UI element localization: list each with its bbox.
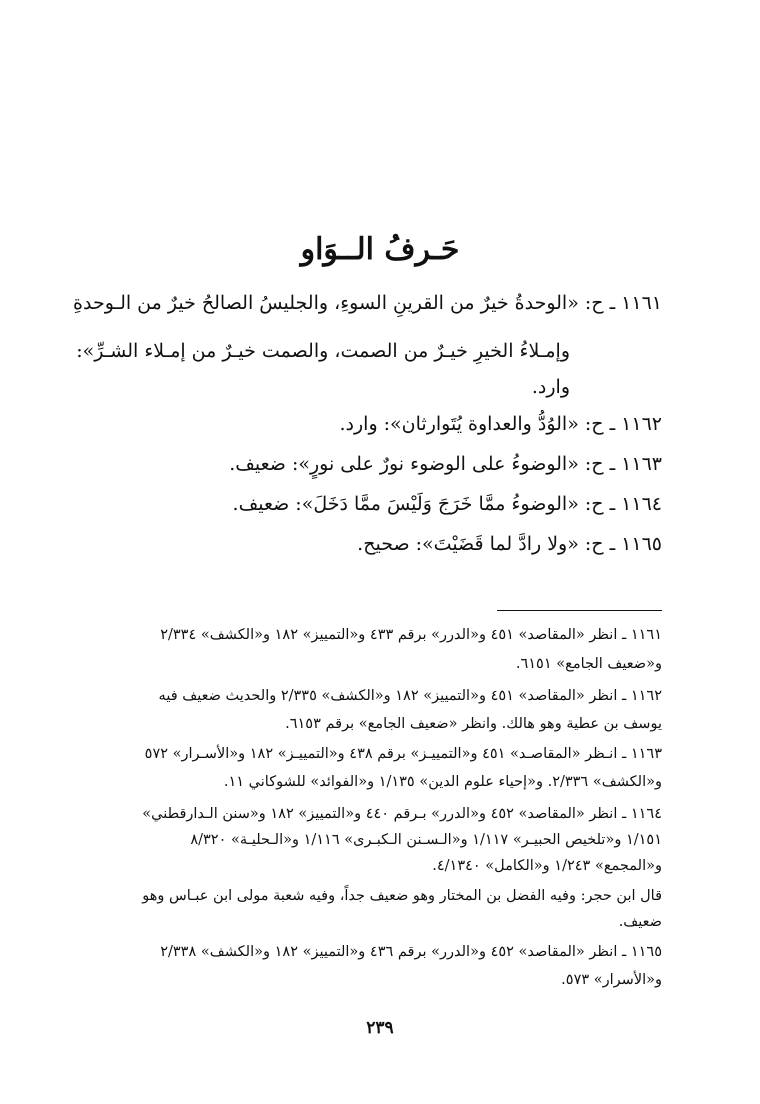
entry-1164	[233, 493, 662, 515]
entry-1165	[357, 533, 662, 555]
entry-prefix: ـ ح:	[584, 453, 616, 475]
section-heading: حَـرفُ الــوَاو	[300, 232, 460, 267]
footnote-1161-line1: ١١٦١ ـ انظر «المقاصد» ٤٥١ و«الدرر» برقم ٤٣٣ و«التمييز» ١٨٢ و«الكشف» ٢/٣٣٤	[160, 627, 662, 643]
footnote-separator	[497, 610, 662, 611]
footnote-1165-line2: و«الأسرار» ٥٧٣.	[561, 972, 662, 988]
entry-prefix: ـ ح:	[584, 493, 616, 515]
footnote-1164-note-line1: قال ابن حجر: وفيه الفضل بن المختار وهو ضعيف جداً، وفيه شعبة مولى ابن عبـاس وهو	[142, 888, 662, 904]
footnote-1164-line1: ١١٦٤ ـ انظر «المقاصد» ٤٥٢ و«الدرر» بـرقم ٤٤٠ و«التمييز» ١٨٢ و«سنن الـدارقطني»	[142, 806, 662, 822]
entry-text: «ولا رادَّ لما قَضَيْتَ»: صحيح.	[357, 533, 579, 555]
entry-number: ١١٦٣	[621, 453, 662, 475]
page-number: ٢٣٩	[366, 1018, 394, 1038]
entry-number: ١١٦٥	[621, 533, 662, 555]
entry-text: «الوضوءُ على الوضوء نورٌ على نورٍ»: ضعيف.	[229, 453, 579, 475]
footnote-1165-line1: ١١٦٥ ـ انظر «المقاصد» ٤٥٢ و«الدرر» برقم ٤٣٦ و«التمييز» ١٨٢ و«الكشف» ٢/٣٣٨	[160, 944, 662, 960]
footnote-1164-note-line2: ضعيف.	[618, 914, 662, 930]
footnote-1164-line3: و«المجمع» ١/٢٤٣ و«الكامل» ٤/١٣٤٠.	[432, 858, 662, 874]
entry-1161-line1	[73, 292, 662, 314]
entry-1163	[229, 453, 662, 475]
entry-text: «الوحدةُ خيرٌ من القرينِ السوءِ، والجليسُ الصالحُ خيرٌ من الـوحدةِ	[73, 292, 579, 314]
entry-1161-line2: وإمـلاءُ الخيرِ خيـرٌ من الصمت، والصمت خيـرٌ من إمـلاء الشـرِّ»:	[76, 340, 570, 362]
footnote-1161-line2: و«ضعيف الجامع» ٦١٥١.	[515, 656, 662, 672]
entry-prefix: ـ ح:	[584, 413, 616, 435]
footnote-1164-line2: ١/١٥١ و«تلخيص الحبيـر» ١/١١٧ و«الـسـنن الـكبـرى» ١/١١٦ و«الـحليـة» ٨/٣٢٠	[190, 832, 662, 848]
entry-text: «الوضوءُ ممَّا خَرَجَ وَلَيْسَ ممَّا دَخَلَ»: ضعيف.	[232, 493, 579, 515]
entry-prefix: ـ ح:	[584, 533, 616, 555]
footnote-1163-line2: و«الكشف» ٢/٣٣٦. و«إحياء علوم الدين» ١/١٣٥ و«الفوائد» للشوكاني ١١.	[223, 774, 662, 790]
entry-number: ١١٦٢	[621, 413, 662, 435]
entry-text: «الوُدُّ والعداوة يُتَوارثان»: وارد.	[339, 413, 579, 435]
entry-prefix: ـ ح:	[584, 292, 616, 314]
entry-number: ١١٦١	[621, 292, 662, 314]
entry-1162	[339, 413, 662, 435]
footnote-1162-line2: يوسف بن عطية وهو هالك. وانظر «ضعيف الجامع» برقم ٦١٥٣.	[285, 716, 662, 732]
footnote-1162-line1: ١١٦٢ ـ انظر «المقاصد» ٤٥١ و«التمييز» ١٨٢ و«الكشف» ٢/٣٣٥ والحديث ضعيف فيه	[158, 688, 662, 704]
entry-1161-line3: وارد.	[531, 376, 570, 398]
footnote-1163-line1: ١١٦٣ ـ انـظر «المقاصـد» ٤٥١ و«التمييـز» برقم ٤٣٨ و«التمييـز» ١٨٢ و«الأسـرار» ٥٧٢	[144, 746, 662, 762]
entry-number: ١١٦٤	[621, 493, 662, 515]
